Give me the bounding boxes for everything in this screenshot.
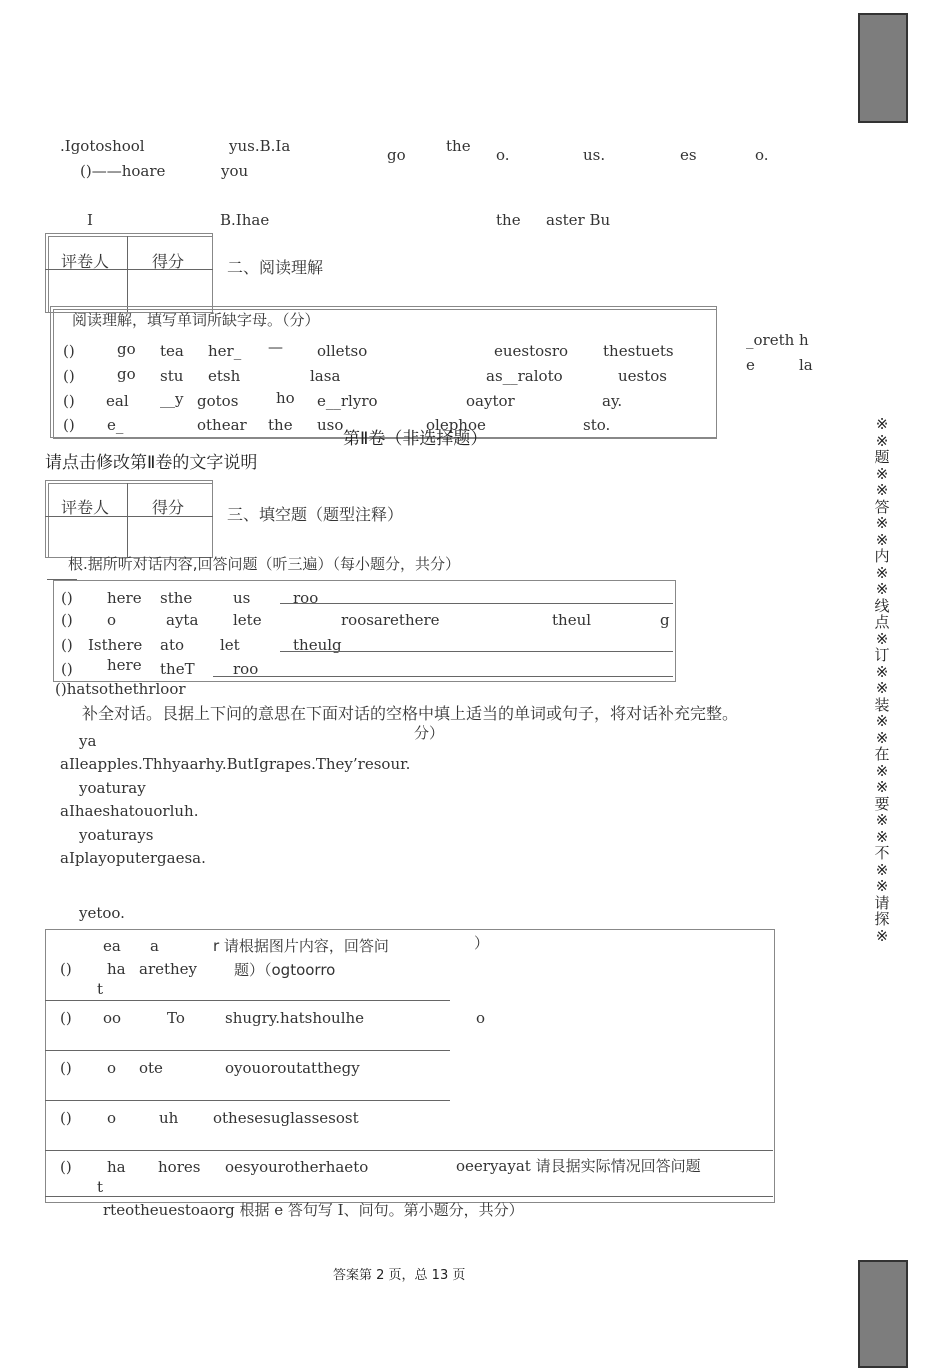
listening-box [53, 580, 676, 682]
dialog-line: ya [79, 732, 97, 750]
picture-cell: oo [103, 1009, 122, 1027]
q-fragment: us. [583, 146, 606, 164]
listening-cell: theT [160, 660, 195, 678]
q-fragment: aster Bu [546, 211, 611, 229]
reading-cell: euestosro [494, 342, 569, 360]
picture-cell: ha [107, 1158, 126, 1176]
volume-title: 第Ⅱ卷（非选择题） [343, 429, 488, 449]
reading-cell: () [63, 392, 75, 410]
picture-cell: () [60, 1059, 72, 1077]
score-table [45, 233, 213, 313]
reading-side-text: e [746, 356, 755, 374]
q-fragment: I [87, 211, 93, 229]
dialog-line: yetoo. [79, 904, 125, 922]
reading-cell: ho [276, 389, 295, 407]
picture-cell: ha [107, 960, 126, 978]
listening-cell: lete [233, 611, 262, 629]
reading-cell: e_ [107, 416, 124, 434]
reading-cell: eal [106, 392, 129, 410]
picture-cell: uh [159, 1109, 179, 1127]
answer-line [280, 651, 673, 652]
reading-cell: go [117, 365, 136, 383]
picture-cell: t [97, 980, 104, 998]
reading-cell: othear [197, 416, 247, 434]
dialog-line: yoaturay [79, 779, 146, 797]
listening-cell: let [220, 636, 240, 654]
listening-cell: us [233, 589, 251, 607]
reading-cell: thestuets [603, 342, 674, 360]
picture-cell: hores [158, 1158, 201, 1176]
reading-side-text: la [799, 356, 813, 374]
reading-cell: e__rlyro [317, 392, 378, 410]
reading-cell: stu [160, 367, 184, 385]
q-fragment: .Igotoshool [60, 137, 145, 155]
page-footer: 答案第 2 页，总 13 页 [333, 1268, 466, 1283]
reading-cell: go [117, 340, 136, 358]
picture-cell: oyouoroutatthegy [225, 1059, 360, 1077]
q-fragment: o. [755, 146, 769, 164]
picture-cell: () [60, 1158, 72, 1176]
picture-cell: shugry.hatshoulhe [225, 1009, 365, 1027]
q-fragment: the [446, 137, 471, 155]
reading-cell: her_ [208, 342, 242, 360]
dialog-line: aIhaeshatouorluh. [60, 802, 199, 820]
reading-cell: lasa [310, 367, 341, 385]
section-title-fill: 三、填空题（题型注释） [227, 505, 404, 524]
binding-block-top [858, 13, 908, 123]
listening-cell: Isthere [88, 636, 143, 654]
dialog-line: yoaturays [79, 826, 154, 844]
picture-cell: t [97, 1178, 104, 1196]
listening-intro: 根.据所听对话内容,回答问题（听三遍）（每小题分，共分） [68, 555, 461, 573]
reading-cell: gotos [197, 392, 239, 410]
picture-cell: o [107, 1109, 117, 1127]
dialog-line: aIleapples.Thhyaarhy.ButIgrapes.They’resour. [60, 755, 411, 773]
reading-cell: () [63, 367, 75, 385]
dialog-intro: 补全对话。艮据上下问的意思在下面对话的空格中填上适当的单词或句子，将对话补充完整。 [82, 704, 739, 723]
score-table [45, 480, 213, 558]
reading-cell: the [268, 416, 293, 434]
picture-cell: oeeryayat 请艮据实际情况回答问题 [456, 1157, 701, 1175]
picture-cell: () [60, 1009, 72, 1027]
q-fragment: ()——hoare [80, 162, 166, 180]
q-fragment: es [680, 146, 697, 164]
answer-line [213, 676, 673, 677]
listening-cell: g [660, 611, 670, 629]
listening-cell: ()hatsothethrloor [55, 680, 186, 698]
listening-cell: roo [293, 589, 319, 607]
reading-cell: tea [160, 342, 184, 360]
reading-side-text: _oreth h [746, 331, 809, 349]
q-fragment: go [387, 146, 406, 164]
picture-cell: To [167, 1009, 185, 1027]
reading-cell: ay. [602, 392, 623, 410]
reading-cell: uestos [618, 367, 667, 385]
q-fragment: you [221, 162, 249, 180]
picture-cell: arethey [139, 960, 198, 978]
listening-cell: roosarethere [341, 611, 440, 629]
volume-description: 请点击修改第Ⅱ卷的文字说明 [45, 453, 258, 473]
q-fragment: B.Ihae [220, 211, 270, 229]
picture-cell: () [60, 1109, 72, 1127]
q-fragment: the [496, 211, 521, 229]
listening-cell: ayta [166, 611, 199, 629]
dialog-line: aIplayoputergaesa. [60, 849, 206, 867]
picture-cell: r 请根据图片内容，回答问 [213, 937, 389, 955]
writing-instruction: rteotheuestoaorg 根据 e 答句写 I、问句。第小题分，共分） [103, 1201, 524, 1219]
dialog-intro-tail: 分） [414, 724, 445, 742]
reading-cell: etsh [208, 367, 241, 385]
picture-cell: ote [139, 1059, 163, 1077]
score-header-score: 得分 [152, 252, 185, 271]
section-title-reading: 二、阅读理解 [227, 258, 324, 277]
reading-cell: sto. [583, 416, 611, 434]
listening-cell: () [61, 660, 73, 678]
listening-cell: ato [160, 636, 185, 654]
listening-cell: () [61, 589, 73, 607]
listening-cell: here [107, 656, 142, 674]
binding-block-bottom [858, 1260, 908, 1368]
picture-cell: ） [474, 934, 490, 952]
reading-cell: as__raloto [486, 367, 563, 385]
reading-cell: () [63, 342, 75, 360]
picture-cell: ea [103, 937, 121, 955]
reading-cell: () [63, 416, 75, 434]
reading-cell: — [268, 338, 283, 356]
listening-cell: theul [552, 611, 592, 629]
picture-cell: o [476, 1009, 486, 1027]
binding-line-warning: ※※题※※答※※内※※线 点※订※※装※※在※※要※※不※※请探※ [874, 415, 890, 945]
picture-cell: () [60, 960, 72, 978]
listening-cell: () [61, 611, 73, 629]
score-header-grader: 评卷人 [61, 252, 110, 271]
picture-cell: oesyourotherhaeto [225, 1158, 369, 1176]
reading-cell: olletso [317, 342, 368, 360]
score-header-score: 得分 [152, 498, 185, 517]
reading-intro: 阅读理解，填写单词所缺字母。（分） [72, 311, 320, 329]
picture-cell: o [107, 1059, 117, 1077]
score-header-grader: 评卷人 [61, 498, 110, 517]
picture-cell: a [150, 937, 159, 955]
q-fragment: yus.B.Ia [229, 137, 291, 155]
listening-cell: here [107, 589, 142, 607]
picture-cell: othesesuglassesost [213, 1109, 359, 1127]
reading-cell: uso [317, 416, 344, 434]
picture-cell: 题）（ogtoorro [234, 961, 336, 979]
listening-cell: theulg [293, 636, 342, 654]
listening-cell: sthe [160, 589, 193, 607]
reading-cell: __y [160, 390, 184, 408]
q-fragment: o. [496, 146, 510, 164]
listening-cell: () [61, 636, 73, 654]
reading-cell: olephoe [426, 416, 486, 434]
reading-cell: oaytor [466, 392, 515, 410]
answer-line [280, 603, 673, 604]
listening-cell: roo [233, 660, 259, 678]
listening-cell: o [107, 611, 117, 629]
